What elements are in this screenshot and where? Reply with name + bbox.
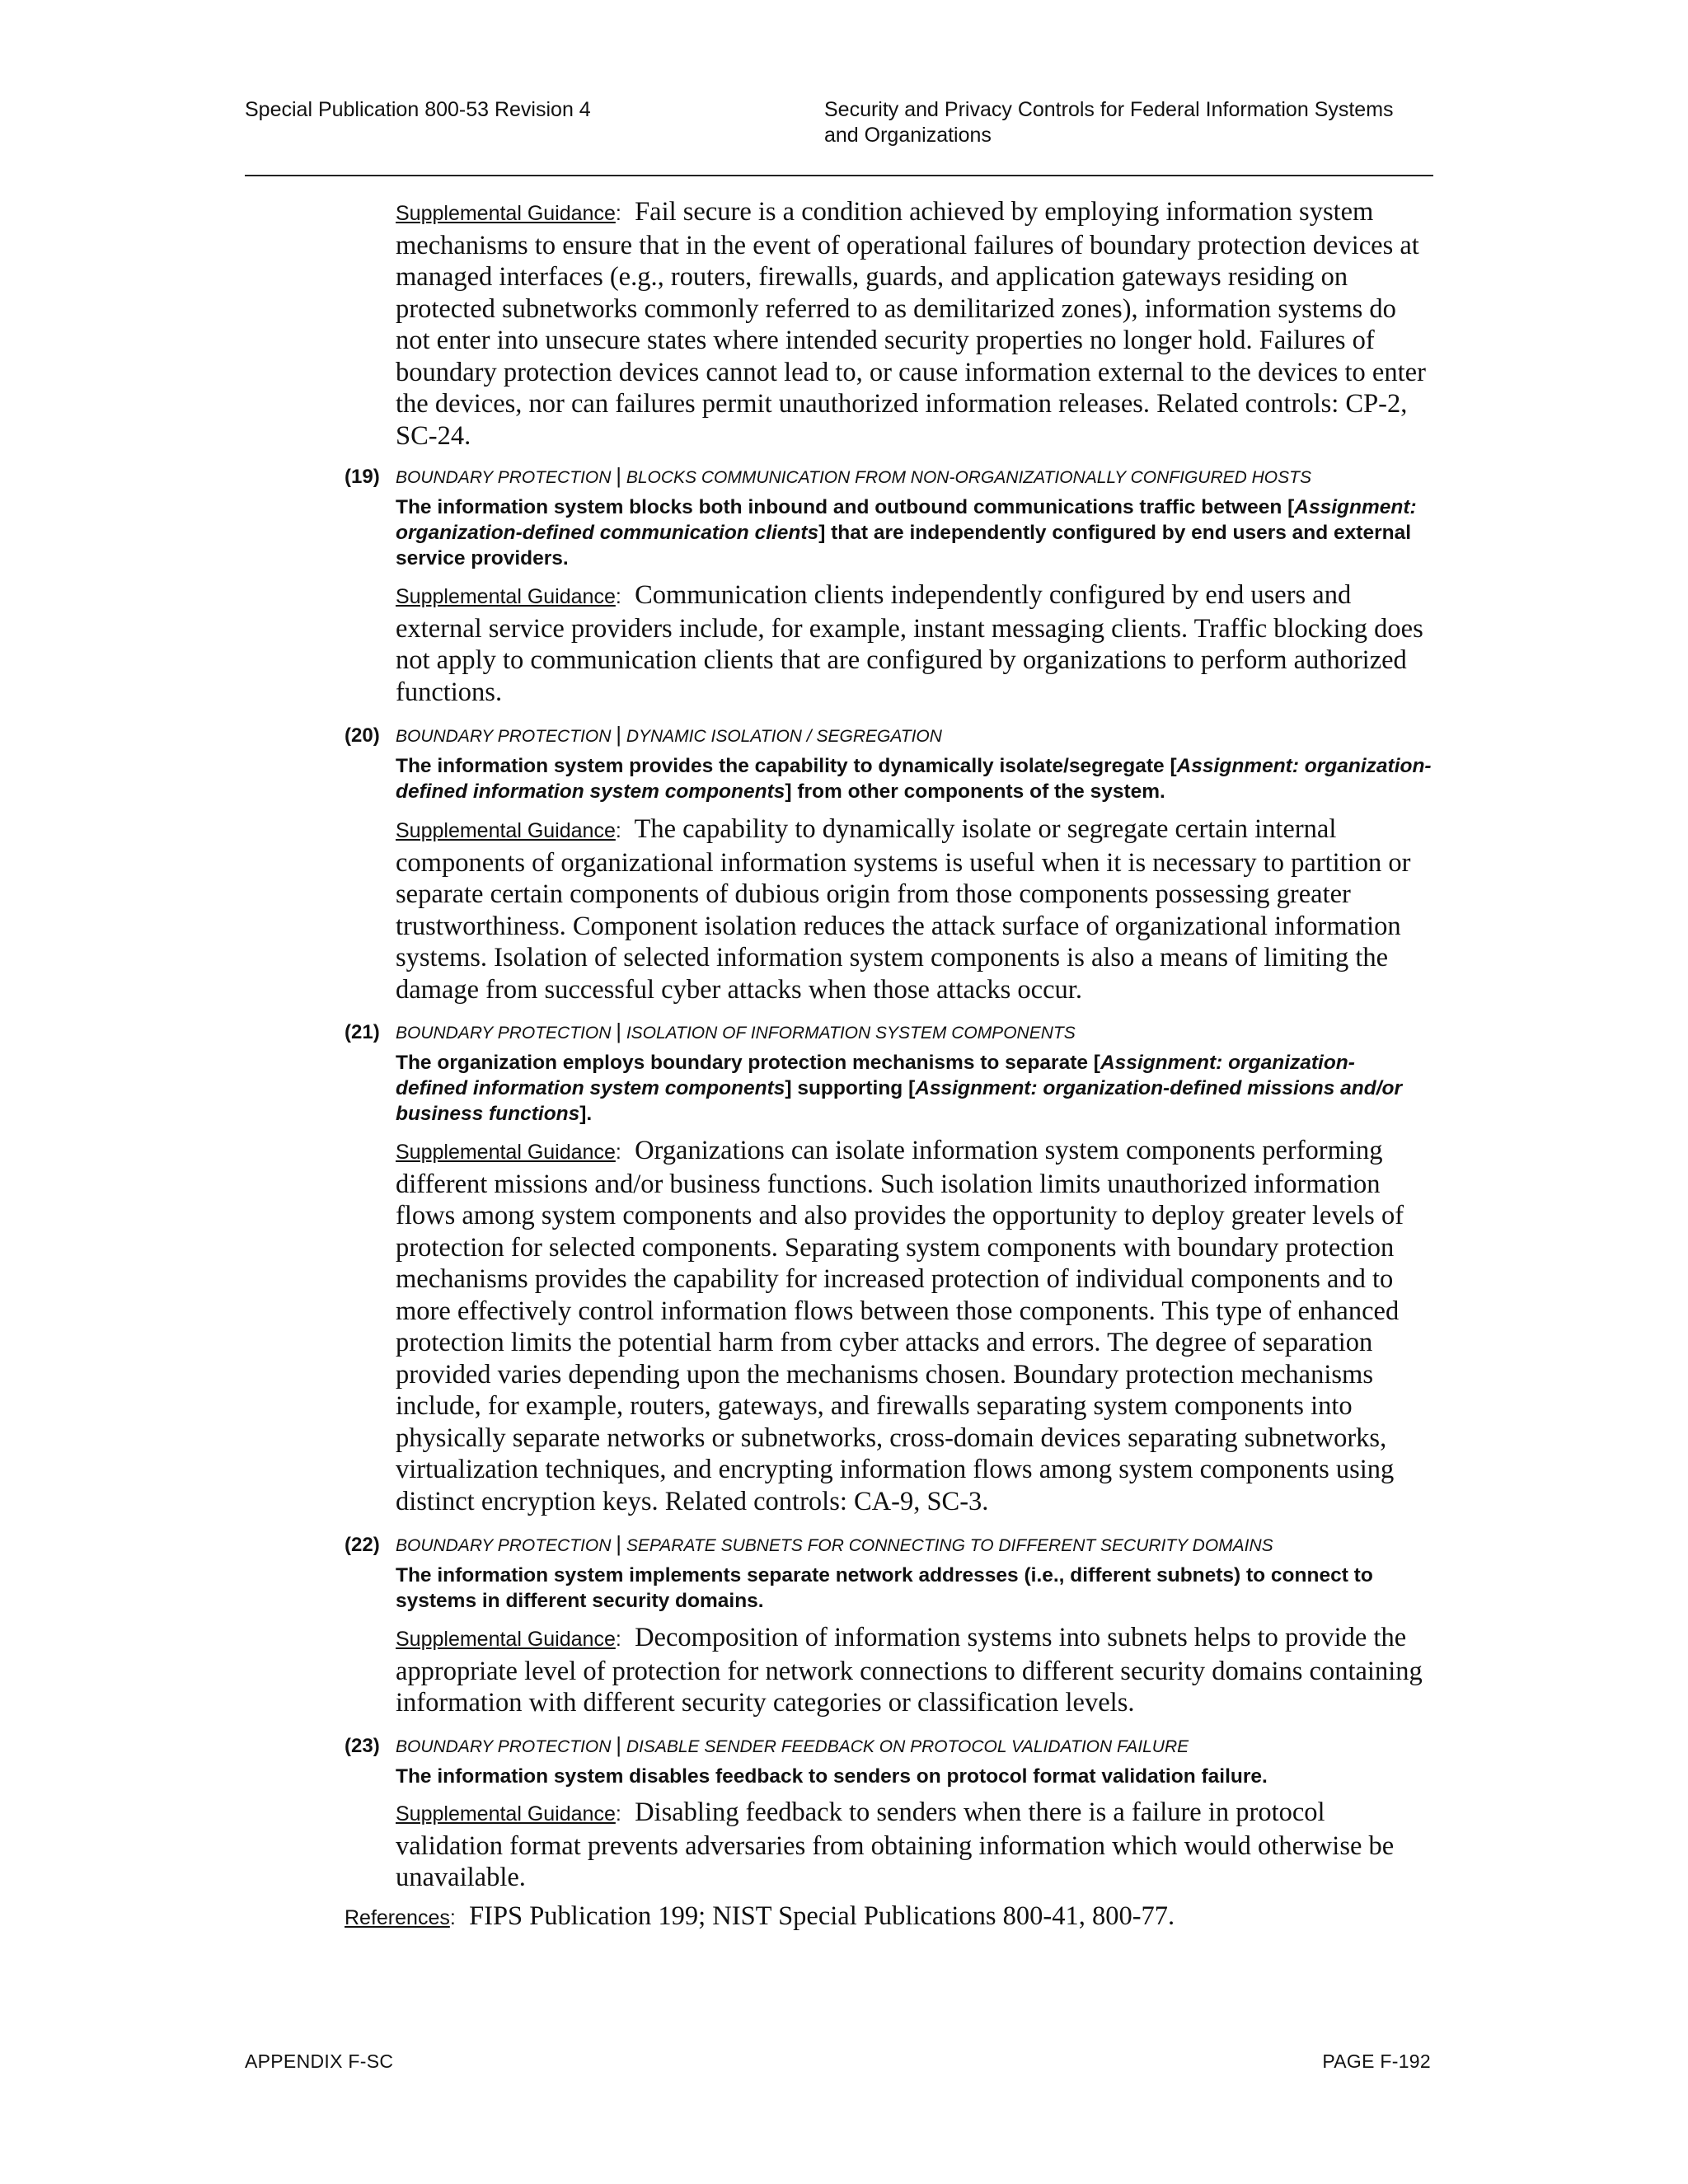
enhancement-title: SEPARATE SUBNETS FOR CONNECTING TO DIFFERENT SECURITY DOMAINS — [626, 1536, 1273, 1555]
control-statement-22: The information system implements separate network addresses (i.e., different subnets) to connect to systems in different security domains. — [396, 1564, 1373, 1612]
supplemental-guidance-text: Decomposition of information systems into subnets helps to provide the appropriate level of protection for network connections to different security domains containing information with different security categories or classification levels. — [396, 1623, 1423, 1718]
enhancement-title: BLOCKS COMMUNICATION FROM NON-ORGANIZATIONALLY CONFIGURED HOSTS — [626, 468, 1311, 487]
enhancement-title: ISOLATION OF INFORMATION SYSTEM COMPONENTS — [626, 1024, 1076, 1043]
supplemental-guidance-text: Communication clients independently configured by end users and external service providers include, for example, instant messaging clients. Traffic blocking does not apply to communication clients that are configured by organizations to perform authorized functions. — [396, 580, 1423, 707]
enhancement-number: (21) — [345, 1021, 380, 1043]
supplemental-guidance-label: Supplemental Guidance — [396, 1141, 616, 1164]
supplemental-guidance-22: Supplemental Guidance: Decomposition of information systems into subnets helps to provide the appropriate level of protection for network connections to different security domains containing information with different security categories or classification levels. — [396, 1623, 1423, 1718]
assignment-parameter: Assignment: organization-defined missions and/or business functions — [396, 1077, 1403, 1125]
assignment-parameter: Assignment: organization-defined information system components — [396, 755, 1432, 803]
supplemental-guidance-text: Disabling feedback to senders when there is a failure in protocol validation format prevents adversaries from obtaining information which would otherwise be unavailable. — [396, 1797, 1395, 1892]
footer-appendix: APPENDIX F-SC — [245, 2050, 394, 2072]
enhancement-heading-20: (20) BOUNDARY PROTECTION | DYNAMIC ISOLATION / SEGREGATION — [345, 722, 942, 747]
control-statement-19 — [396, 494, 1438, 571]
references-label: References — [345, 1906, 450, 1929]
running-header-left: Special Publication 800-53 Revision 4 — [245, 98, 591, 121]
enhancement-heading-23: (23) BOUNDARY PROTECTION | DISABLE SENDER FEEDBACK ON PROTOCOL VALIDATION FAILURE — [345, 1732, 1189, 1757]
control-statement-21 — [396, 1050, 1409, 1127]
control-text: The organization employs boundary protection mechanisms to separate [ — [396, 1052, 1100, 1074]
enhancement-title: DISABLE SENDER FEEDBACK ON PROTOCOL VALIDATION FAILURE — [626, 1737, 1189, 1756]
enhancement-number: (23) — [345, 1735, 380, 1757]
header-right-line-2: and Organizations — [824, 124, 992, 147]
assignment-parameter: Assignment: organization-defined communication clients — [396, 496, 1417, 544]
control-family: BOUNDARY PROTECTION — [396, 1024, 612, 1043]
control-family: BOUNDARY PROTECTION — [396, 1536, 612, 1555]
references: References: FIPS Publication 199; NIST Special Publications 800-41, 800-77. — [345, 1901, 1175, 1931]
footer-page-number: PAGE F-192 — [1322, 2050, 1431, 2072]
header-rule — [245, 175, 1433, 176]
supplemental-guidance-23: Supplemental Guidance: Disabling feedback to senders when there is a failure in protocol validation format prevents adversaries from obtaining information which would otherwise be unavailable. — [396, 1797, 1395, 1892]
supplemental-guidance-text: Fail secure is a condition achieved by employing information system mechanisms to ensure that in the event of operational failures of boundary protection devices at managed interfaces (e.g., routers, firewalls, guards, and application gateways residing on protected subnetworks commonly referred to as demilitarized zones), information systems do not enter into unsecure states where intended security properties no longer hold. Failures of boundary protection devices cannot lead to, or cause information external to the devices to enter the devices, nor can failures permit unauthorized information releases. Related controls: CP-2, SC-24. — [396, 197, 1426, 451]
supplemental-guidance-text: The capability to dynamically isolate or segregate certain internal components of organizational information systems is useful when it is necessary to partition or separate certain components of dubious origin from those components possessing greater trustworthiness. Component isolation reduces the attack surface of organizational information systems. Isolation of selected information system components is also a means of limiting the damage from successful cyber attacks when those attacks occur. — [396, 814, 1411, 1005]
control-statement-23: The information system disables feedback to senders on protocol format validation failure. — [396, 1765, 1268, 1788]
control-statement-20 — [396, 753, 1438, 804]
control-text: ] that are independently configured by end users and external service providers. — [396, 522, 1412, 569]
enhancement-number: (22) — [345, 1534, 380, 1556]
supplemental-guidance-20: Supplemental Guidance: The capability to dynamically isolate or segregate certain internal components of organizational information systems is useful when it is necessary to partition or separate certain components of dubious origin from those components possessing greater trustworthiness. Component isolation reduces the attack surface of organizational information systems. Isolation of selected information system components is also a means of limiting the damage from successful cyber attacks when those attacks occur. — [396, 814, 1411, 1005]
supplemental-guidance-21: Supplemental Guidance: Organizations can isolate information system components performing different missions and/or business functions. Such isolation limits unauthorized information flows among system components and also provides the opportunity to deploy greater levels of protection for selected components. Separating system components with boundary protection mechanisms provides the capability for increased protection of individual components and to more effectively control information flows between those components. This type of enhanced protection limits the potential harm from cyber attacks and errors. The degree of separation provided varies depending upon the mechanisms chosen. Boundary protection mechanisms include, for example, routers, gateways, and firewalls separating system components into physically separate networks or subnetworks, cross-domain devices separating subnetworks, virtualization techniques, and encrypting information flows among system components using distinct encryption keys. Related controls: CA-9, SC-3. — [396, 1136, 1404, 1516]
control-text: ] supporting [ — [785, 1077, 916, 1099]
enhancement-number: (19) — [345, 466, 380, 488]
supplemental-guidance-label: Supplemental Guidance — [396, 819, 616, 842]
running-header-right — [824, 97, 1451, 148]
control-text: The information system provides the capability to dynamically isolate/segregate [ — [396, 755, 1177, 777]
enhancement-title: DYNAMIC ISOLATION / SEGREGATION — [626, 727, 942, 746]
supplemental-guidance-label: Supplemental Guidance — [396, 202, 616, 225]
control-text: The information system blocks both inbound and outbound communications traffic between [ — [396, 496, 1295, 518]
control-family: BOUNDARY PROTECTION — [396, 727, 612, 746]
supplemental-guidance-label: Supplemental Guidance — [396, 585, 616, 608]
control-text: ]. — [579, 1103, 593, 1125]
supplemental-guidance-text: Organizations can isolate information system components performing different missions and/or business functions. Such isolation limits unauthorized information flows among system components and also provides the opportunity to deploy greater levels of protection for selected components. Separating system components with boundary protection mechanisms provides the capability for increased protection of individual components and to more effectively control information flows between those components. This type of enhanced protection limits the potential harm from cyber attacks and errors. The degree of separation provided varies depending upon the mechanisms chosen. Boundary protection mechanisms include, for example, routers, gateways, and firewalls separating system components into physically separate networks or subnetworks, cross-domain devices separating subnetworks, virtualization techniques, and encrypting information flows among system components using distinct encryption keys. Related controls: CA-9, SC-3. — [396, 1136, 1404, 1516]
control-family: BOUNDARY PROTECTION — [396, 468, 612, 487]
supplemental-guidance-18: Supplemental Guidance: Fail secure is a condition achieved by employing information system mechanisms to ensure that in the event of operational failures of boundary protection devices at managed interfaces (e.g., routers, firewalls, guards, and application gateways residing on protected subnetworks commonly referred to as demilitarized zones), information systems do not enter into unsecure states where intended security properties no longer hold. Failures of boundary protection devices cannot lead to, or cause information external to the devices to enter the devices, nor can failures permit unauthorized information releases. Related controls: CP-2, SC-24. — [396, 197, 1426, 451]
enhancement-heading-19: (19) BOUNDARY PROTECTION | BLOCKS COMMUNICATION FROM NON-ORGANIZATIONALLY CONFIGURED HOSTS — [345, 463, 1311, 488]
control-family: BOUNDARY PROTECTION — [396, 1737, 612, 1756]
enhancement-heading-21: (21) BOUNDARY PROTECTION | ISOLATION OF INFORMATION SYSTEM COMPONENTS — [345, 1019, 1076, 1043]
references-text: FIPS Publication 199; NIST Special Publications 800-41, 800-77. — [469, 1901, 1175, 1931]
supplemental-guidance-19: Supplemental Guidance: Communication clients independently configured by end users and external service providers include, for example, instant messaging clients. Traffic blocking does not apply to communication clients that are configured by organizations to perform authorized functions. — [396, 580, 1423, 707]
enhancement-heading-22: (22) BOUNDARY PROTECTION | SEPARATE SUBNETS FOR CONNECTING TO DIFFERENT SECURITY DOMAINS — [345, 1531, 1273, 1556]
enhancement-number: (20) — [345, 724, 380, 747]
header-right-line-1: Security and Privacy Controls for Federal Information Systems — [824, 98, 1394, 121]
assignment-parameter: Assignment: organization-defined information system components — [396, 1052, 1355, 1099]
supplemental-guidance-label: Supplemental Guidance — [396, 1802, 616, 1825]
supplemental-guidance-label: Supplemental Guidance — [396, 1628, 616, 1651]
control-text: ] from other components of the system. — [785, 780, 1165, 803]
